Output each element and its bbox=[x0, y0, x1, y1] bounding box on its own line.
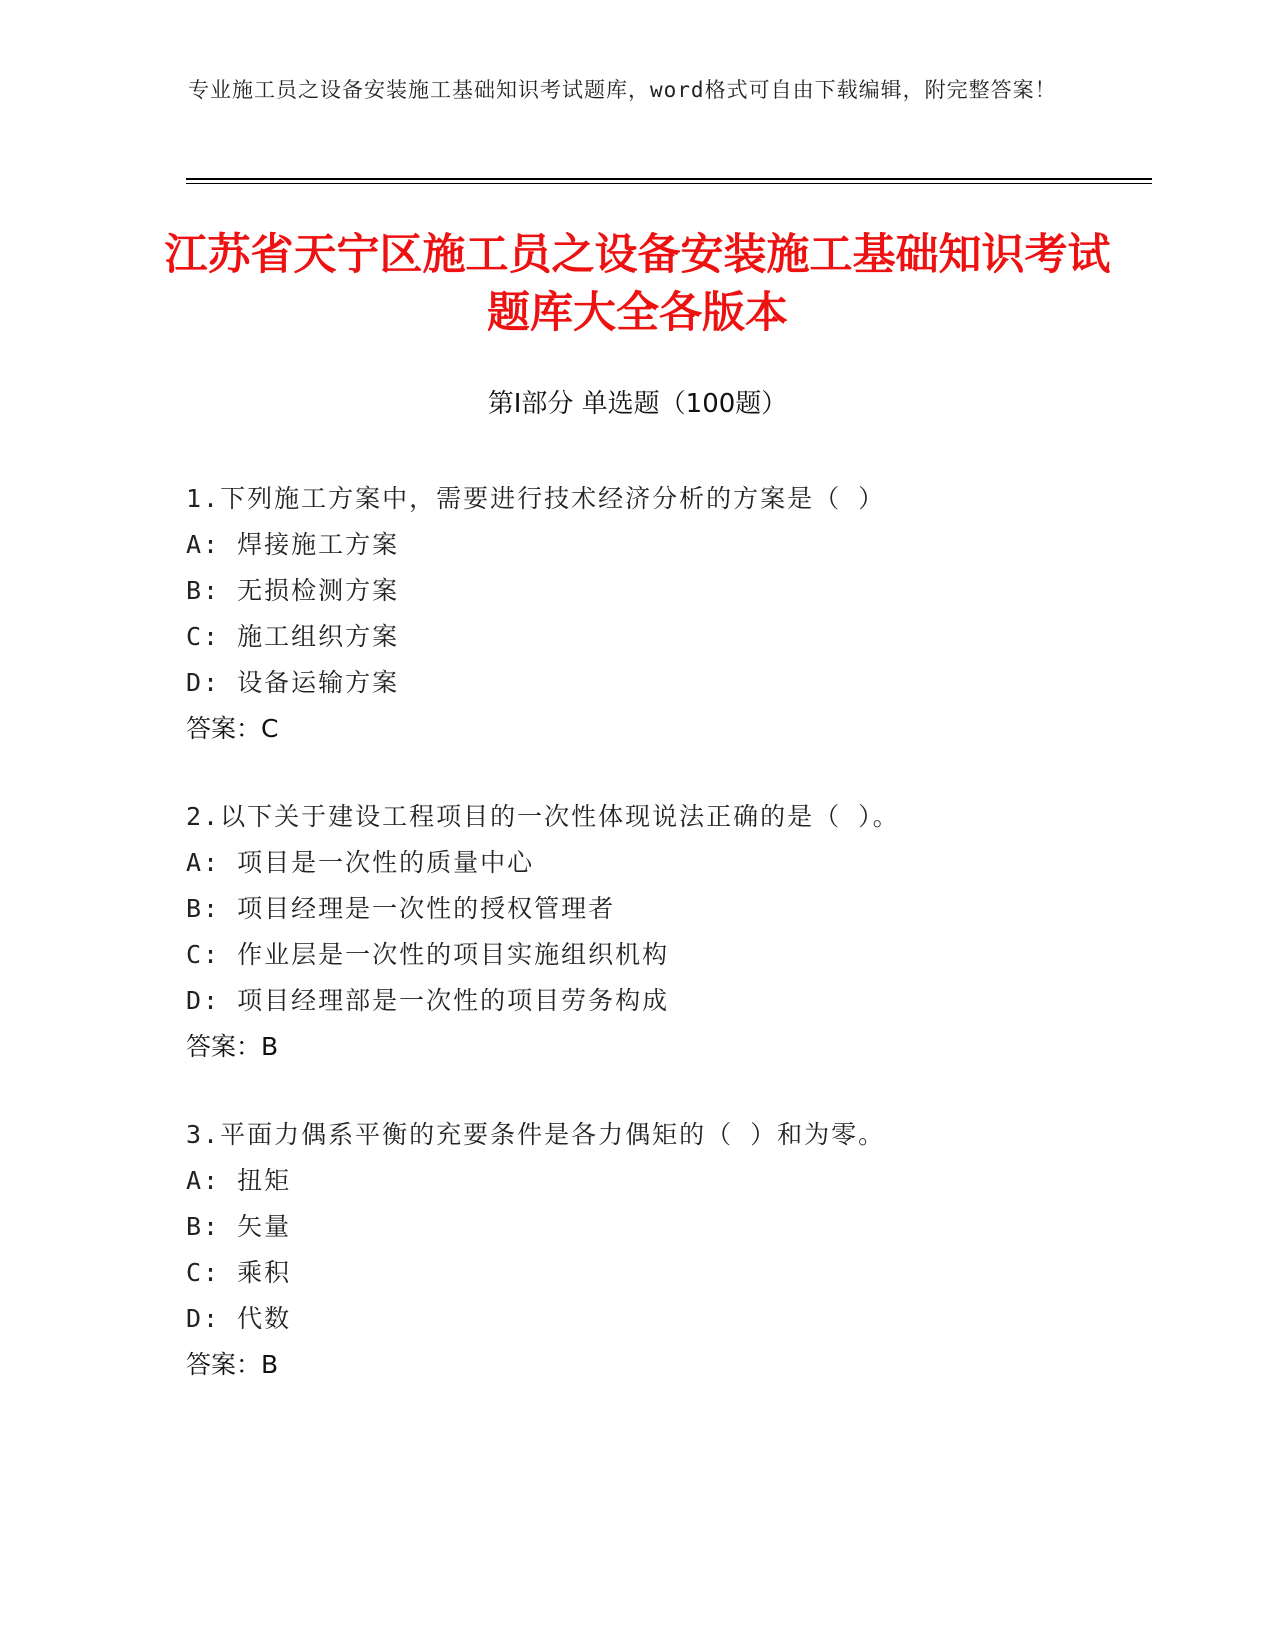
option-d: D: 项目经理部是一次性的项目劳务构成 bbox=[186, 986, 670, 1015]
header-divider-thick bbox=[186, 178, 1152, 180]
header-note: 专业施工员之设备安装施工基础知识考试题库，word格式可自由下载编辑，附完整答案！ bbox=[188, 78, 1057, 102]
question-stem: 3.平面力偶系平衡的充要条件是各力偶矩的（ ）和为零。 bbox=[186, 1120, 886, 1149]
question-list bbox=[186, 476, 1106, 1430]
answer-line: 答案：B bbox=[186, 1350, 279, 1379]
question-block bbox=[186, 1112, 1106, 1388]
option-a: A: 扭矩 bbox=[186, 1166, 292, 1195]
option-c: C: 乘积 bbox=[186, 1258, 292, 1287]
document-title: 江苏省天宁区施工员之设备安装施工基础知识考试题库大全各版本 bbox=[164, 230, 1111, 338]
question-block bbox=[186, 794, 1106, 1070]
option-c: C: 作业层是一次性的项目实施组织机构 bbox=[186, 940, 670, 969]
option-d: D: 设备运输方案 bbox=[186, 668, 400, 697]
option-a: A: 焊接施工方案 bbox=[186, 530, 400, 559]
answer-line: 答案：B bbox=[186, 1032, 279, 1061]
option-a: A: 项目是一次性的质量中心 bbox=[186, 848, 535, 877]
section-heading: 第Ⅰ部分 单选题（100题） bbox=[487, 389, 788, 419]
option-c: C: 施工组织方案 bbox=[186, 622, 400, 651]
option-d: D: 代数 bbox=[186, 1304, 292, 1333]
answer-line: 答案：C bbox=[186, 714, 279, 743]
header-divider-thin bbox=[186, 183, 1152, 184]
option-b: B: 无损检测方案 bbox=[186, 576, 400, 605]
option-b: B: 矢量 bbox=[186, 1212, 292, 1241]
question-stem: 1.下列施工方案中，需要进行技术经济分析的方案是（ ） bbox=[186, 484, 886, 513]
question-block bbox=[186, 476, 1106, 752]
option-b: B: 项目经理是一次性的授权管理者 bbox=[186, 894, 616, 923]
question-stem: 2.以下关于建设工程项目的一次性体现说法正确的是（ ）。 bbox=[186, 802, 900, 831]
